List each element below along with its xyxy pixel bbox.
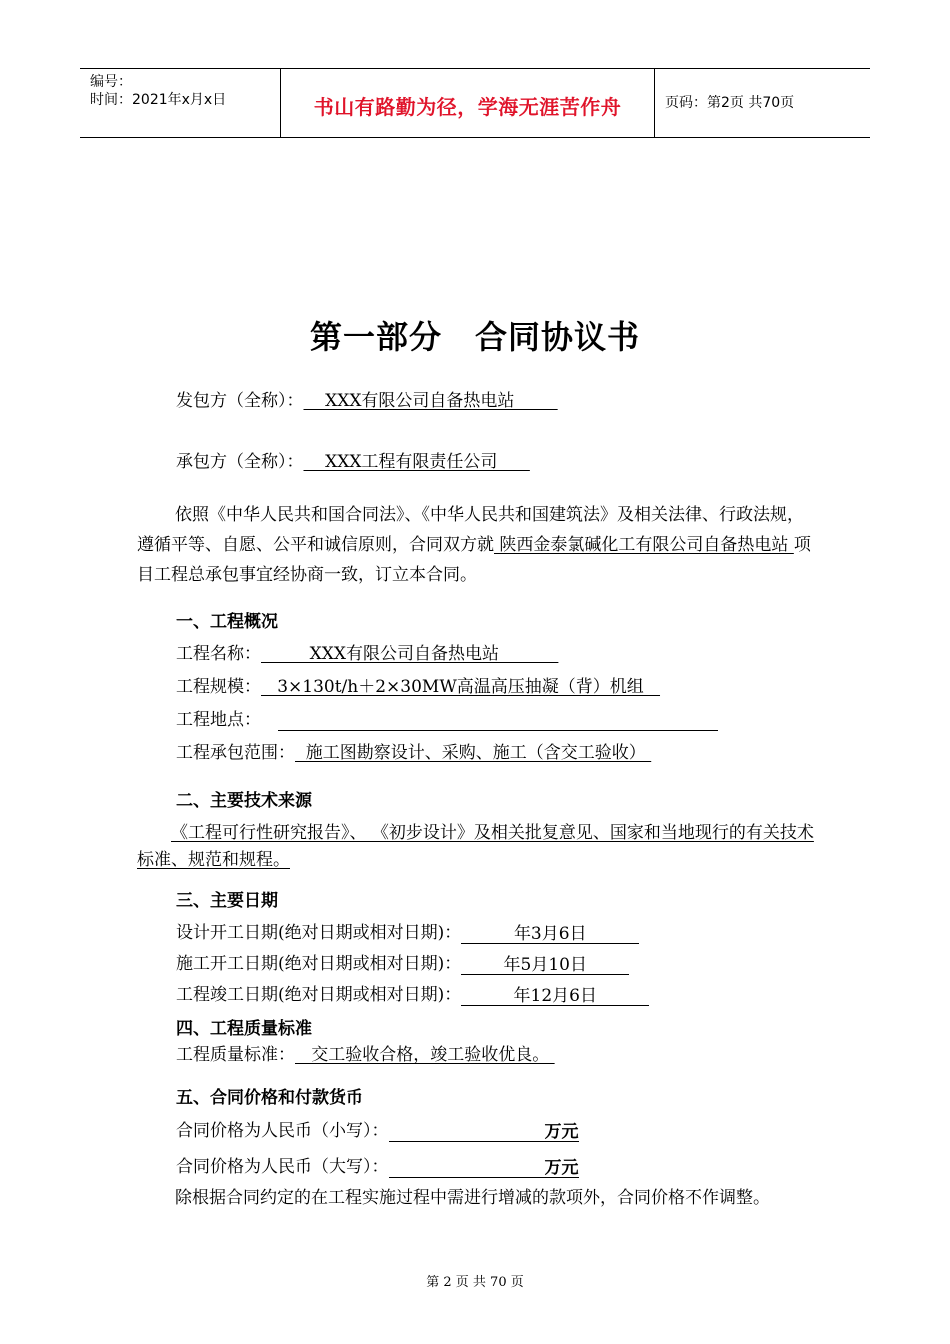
contractor-line [176,451,530,473]
price-large-field [389,1157,579,1178]
page-title: 第一部分 合同协议书 [309,318,640,356]
price-large-label: 合同价格为人民币（大写）： [176,1157,389,1177]
header-motto: 书山有路勤为径，学海无涯苦作舟 [313,95,622,119]
header-motto-cell [281,69,655,137]
project-scale-label: 工程规模： [176,677,261,697]
completion-date-label: 工程竣工日期(绝对日期或相对日期)： [176,985,462,1005]
construction-date-value: 年5月10日 [461,954,629,975]
quality-label: 工程质量标准： [176,1045,295,1065]
quality-value: 交工验收合格，竣工验收优良。 [295,1045,555,1065]
intro-text-1: 依照《中华人民共和国合同法》、《中华人民共和国建筑法》及相关法律、行政法规，遵循平等、自愿、公平和诚信原则，合同双方就 [137,505,804,555]
quality-line [176,1044,555,1066]
price-large-unit: 万元 [544,1158,579,1178]
design-date-label: 设计开工日期(绝对日期或相对日期)： [176,923,462,943]
time-label: 时间：2021年x月x日 [90,92,227,108]
section-4-heading: 四、工程质量标准 [176,1019,312,1039]
contractor-label: 承包方（全称）： [176,452,304,472]
project-location-label: 工程地点： [176,710,261,730]
price-small-line [176,1120,579,1142]
price-small-label: 合同价格为人民币（小写）： [176,1121,389,1141]
employer-label: 发包方（全称）： [176,391,304,411]
price-small-field [389,1121,579,1142]
project-name-line [176,643,558,665]
design-date-line [176,922,639,944]
tech-source-paragraph [137,820,817,874]
employer-value: XXX有限公司自备热电站 [303,391,558,411]
tech-source-text: 《工程可行性研究报告》、 《初步设计》及相关批复意见、国家和当地现行的有关技术标准、规范和规程。 [137,823,814,870]
intro-paragraph [137,500,817,590]
project-scope-label: 工程承包范围： [176,743,295,763]
employer-line [176,390,558,412]
number-label: 编号： [90,74,132,90]
project-name-value: XXX有限公司自备热电站 [261,644,559,664]
intro-project-name: 陕西金泰氯碱化工有限公司自备热电站 [494,535,794,555]
section-5-heading: 五、合同价格和付款货币 [176,1088,363,1108]
header-meta-cell [80,69,281,137]
project-location-line [176,709,718,731]
price-large-line [176,1156,579,1178]
project-name-label: 工程名称： [176,644,261,664]
completion-date-line [176,984,649,1006]
project-scale-line [176,676,660,698]
header-page-label: 页码：第2页 共70页 [665,95,795,111]
completion-date-value: 年12月6日 [461,985,649,1006]
contractor-value: XXX工程有限责任公司 [303,452,530,472]
intro-text-2: 项目工程总承包事宜经协商一致，订立本合同。 [137,535,811,585]
project-scope-line [176,742,651,764]
section-3-heading: 三、主要日期 [176,891,278,911]
page-header [80,68,870,138]
header-page-cell [655,69,870,137]
page-footer: 第 2 页 共 70 页 [426,1275,524,1290]
project-scale-value: 3×130t/h＋2×30MW高温高压抽凝（背）机组 [261,677,661,697]
section-1-heading: 一、工程概况 [176,612,278,632]
section-2-heading: 二、主要技术来源 [176,791,312,811]
price-note-paragraph: 除根据合同约定的在工程实施过程中需进行增减的款项外，合同价格不作调整。 [175,1188,770,1208]
project-location-blank [278,710,718,731]
price-small-unit: 万元 [544,1122,579,1142]
project-scope-value: 施工图勘察设计、采购、施工（含交工验收） [295,743,652,763]
construction-date-line [176,953,629,975]
construction-date-label: 施工开工日期(绝对日期或相对日期)： [176,954,462,974]
design-date-value: 年3月6日 [461,923,639,944]
